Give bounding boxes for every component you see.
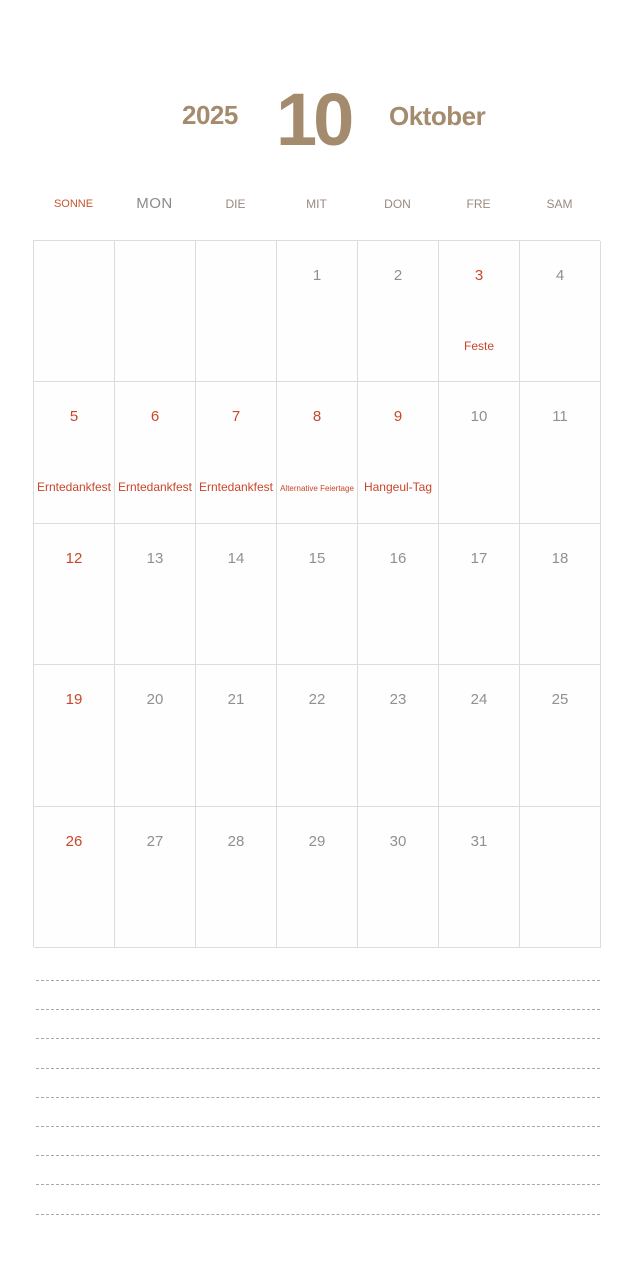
note-line	[36, 1126, 600, 1127]
day-cell[interactable]	[115, 524, 196, 665]
day-cell[interactable]	[34, 524, 115, 665]
weekday-tuesday: DIE	[225, 197, 246, 211]
holiday-label: Feste	[463, 339, 494, 353]
day-number: 14	[227, 549, 245, 567]
note-line	[36, 1009, 600, 1010]
holiday-label: Hangeul-Tag	[363, 480, 433, 495]
day-number: 10	[470, 408, 488, 426]
day-number: 2	[393, 267, 403, 284]
month-number: 10	[276, 78, 351, 161]
note-line	[36, 1097, 600, 1098]
day-number: 11	[552, 408, 568, 426]
day-number: 31	[470, 832, 488, 850]
weekday-friday: FRE	[466, 197, 491, 211]
day-cell[interactable]	[520, 382, 601, 523]
weekday-sunday: SONNE	[53, 198, 94, 210]
day-number: 4	[555, 267, 565, 284]
month-name: Oktober	[389, 101, 486, 131]
day-cell[interactable]	[358, 382, 439, 523]
day-cell[interactable]	[34, 807, 115, 948]
day-cell[interactable]	[520, 524, 601, 665]
day-cell[interactable]	[34, 382, 115, 523]
day-number: 18	[551, 549, 569, 567]
day-cell[interactable]	[196, 665, 277, 806]
day-number: 3	[474, 267, 484, 284]
day-cell[interactable]	[277, 807, 358, 948]
day-cell[interactable]	[115, 665, 196, 806]
calendar-header	[0, 0, 634, 180]
day-number: 25	[551, 691, 569, 709]
day-number: 12	[65, 549, 83, 567]
day-number: 17	[470, 549, 488, 567]
day-number: 23	[389, 691, 407, 709]
day-number: 30	[389, 832, 407, 850]
day-number: 28	[227, 832, 245, 850]
day-cell[interactable]	[34, 665, 115, 806]
day-cell[interactable]	[439, 382, 520, 523]
day-cell[interactable]	[196, 241, 277, 382]
holiday-label: Erntedankfest	[36, 480, 112, 495]
day-number: 6	[150, 408, 160, 426]
day-number: 13	[146, 549, 164, 567]
day-cell[interactable]	[115, 807, 196, 948]
day-cell[interactable]	[277, 382, 358, 523]
day-cell[interactable]	[439, 807, 520, 948]
day-cell[interactable]	[520, 807, 601, 948]
day-number: 20	[146, 691, 164, 709]
day-cell[interactable]	[196, 807, 277, 948]
weekday-wednesday: MIT	[306, 197, 327, 211]
note-line	[36, 980, 600, 981]
day-cell[interactable]	[115, 241, 196, 382]
holiday-label: Erntedankfest	[117, 480, 193, 495]
weekday-monday: MON	[136, 195, 173, 212]
day-cell[interactable]	[277, 241, 358, 382]
holiday-label: Erntedankfest	[198, 480, 274, 495]
day-number: 22	[308, 691, 326, 709]
day-cell[interactable]	[358, 524, 439, 665]
day-number: 16	[389, 549, 407, 567]
day-cell[interactable]	[34, 241, 115, 382]
day-number: 26	[65, 832, 83, 850]
day-cell[interactable]	[439, 524, 520, 665]
day-number: 29	[308, 832, 326, 850]
weekday-saturday: SAM	[546, 197, 573, 211]
day-cell[interactable]	[520, 241, 601, 382]
day-cell[interactable]	[520, 665, 601, 806]
day-cell[interactable]	[358, 807, 439, 948]
day-number: 5	[69, 408, 79, 426]
note-line	[36, 1155, 600, 1156]
day-cell[interactable]	[115, 382, 196, 523]
note-line	[36, 1184, 600, 1185]
day-number: 7	[231, 408, 241, 426]
day-number: 15	[308, 549, 326, 567]
day-cell[interactable]	[358, 665, 439, 806]
day-number: 9	[393, 408, 403, 426]
note-line	[36, 1068, 600, 1069]
day-number: 27	[146, 832, 164, 850]
day-number: 19	[65, 691, 83, 709]
day-cell[interactable]	[196, 382, 277, 523]
day-cell[interactable]	[277, 665, 358, 806]
day-number: 8	[312, 408, 322, 426]
holiday-label: Alternative Feiertage	[280, 484, 354, 494]
weekday-thursday: DON	[384, 197, 411, 211]
day-number: 21	[227, 691, 245, 709]
year-label: 2025	[182, 100, 238, 130]
day-cell[interactable]	[358, 241, 439, 382]
notes-area	[36, 980, 600, 1243]
weekday-header-row	[33, 192, 600, 216]
note-line	[36, 1214, 600, 1215]
note-line	[36, 1038, 600, 1039]
day-cell[interactable]	[277, 524, 358, 665]
day-cell[interactable]	[439, 665, 520, 806]
day-cell[interactable]	[196, 524, 277, 665]
day-cell[interactable]	[439, 241, 520, 382]
calendar-grid	[33, 240, 600, 947]
day-number: 24	[470, 691, 488, 709]
day-number: 1	[312, 267, 322, 284]
